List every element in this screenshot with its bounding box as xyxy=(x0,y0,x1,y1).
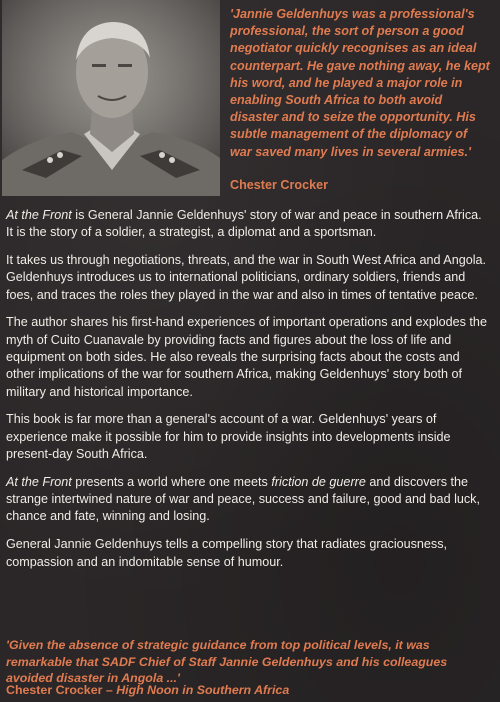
top-quote-attribution: Chester Crocker xyxy=(230,178,328,192)
bottom-quote-attribution: Chester Crocker – High Noon in Southern Africa xyxy=(6,683,290,697)
description-paragraph-6: General Jannie Geldenhuys tells a compelling story that radiates graciousness, compassion and an indomitable sense of humour. xyxy=(6,537,448,569)
book-title-italic: At the Front xyxy=(6,208,72,222)
cited-work-title: High Noon in Southern Africa xyxy=(116,683,290,697)
description-paragraph-3: The author shares his first-hand experiences of important operations and explodes the myth of Cuito Cuanavale by providing facts and figures about the loss of life and equipment on both sides. He also reveals the surprising facts about the costs and other implications of the war for southern Africa, making Geldenhuys' story both of military and historical importance. xyxy=(6,315,487,399)
description-paragraph-2: It takes us through negotiations, threats, and the war in South West Africa and Angola. Geldenhuys introduces us to international politicians, ordinary soldiers, friends and foes, and traces the roles they played in the war and also in times of tentative peace. xyxy=(6,253,487,302)
portrait-illustration xyxy=(2,0,220,196)
book-title-italic: At the Front xyxy=(6,474,72,489)
description-paragraph-5: At the Front presents a world where one meets friction de guerre and discovers the strange intertwined nature of war and peace, success and failure, good and bad luck, chance and fate, winning and losing. xyxy=(6,474,480,524)
top-endorsement-quote: 'Jannie Geldenhuys was a professional's professional, the sort of person a good negotiator quickly recognises as an ideal counterpart. He gave nothing away, he kept his word, and he played a major role in enabling South Africa to both avoid disaster and to seize the opportunity. His subtle management of the diplomacy of war saved many lives in several armies.' xyxy=(230,7,490,159)
description-paragraph-4: This book is far more than a general's account of a war. Geldenhuys' years of experience make it possible for him to provide insights into developments inside present-day South Africa. xyxy=(6,412,451,462)
bottom-endorsement-quote: 'Given the absence of strategic guidance from top political levels, it was remarkable that SADF Chief of Staff Jannie Geldenhuys and his colleagues avoided disaster in Angola ...' xyxy=(6,638,448,686)
book-description xyxy=(6,207,490,581)
foreign-phrase-italic: friction de guerre xyxy=(271,474,366,489)
description-paragraph-1: At the Front is General Jannie Geldenhuys' story of war and peace in southern Africa. It is the story of a soldier, a strategist, a diplomat and a sportsman. xyxy=(6,208,482,240)
author-portrait xyxy=(2,0,220,196)
